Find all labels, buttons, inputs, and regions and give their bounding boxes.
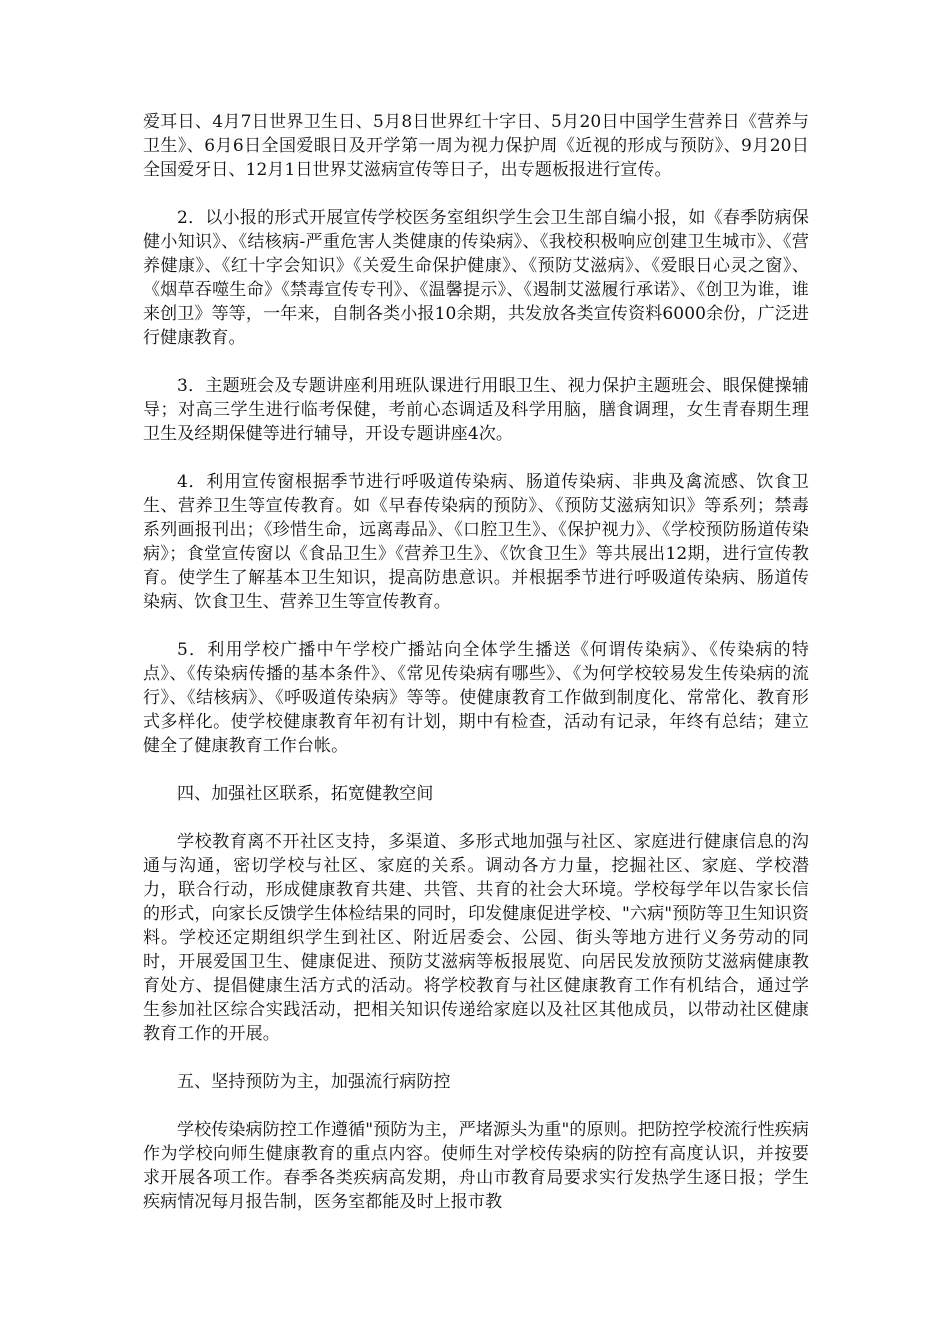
paragraph-observance-days: 爱耳日、4月7日世界卫生日、5月8日世界红十字日、5月20日中国学生营养日《营养与卫生》、6月6日全国爱眼日及开学第一周为视力保护周《近视的形成与预防》、9月20日全国爱牙日、12月1日世界艾滋病宣传等日子，出专题板报进行宣传。 (143, 112, 809, 180)
paragraph-prevention: 学校传染病防控工作遵循"预防为主，严堵源头为重"的原则。把防控学校流行性疾病作为学校向师生健康教育的重点内容。使师生对学校传染病的防控有高度认识，并按要求开展各项工作。春季各类疾病高发期，舟山市教育局要求实行发热学生逐日报；学生疾病情况每月报告制，医务室都能及时上报市教 (143, 1120, 809, 1212)
paragraph-newsletter: 2．以小报的形式开展宣传学校医务室组织学生会卫生部自编小报，如《春季防病保健小知识》、《结核病-严重危害人类健康的传染病》、《我校积极响应创建卫生城市》、《营养健康》、《红十字会知识》《关爱生命保护健康》、《预防艾滋病》、《爱眼日心灵之窗》、《烟草吞噬生命》《禁毒宣传专刊》、《温馨提示》、《遏制艾滋履行承诺》、《创卫为谁，谁来创卫》等等，一年来，自制各类小报10余期，共发放各类宣传资料6000余份，广泛进行健康教育。 (143, 208, 809, 348)
document-page (143, 110, 809, 1238)
paragraph-community: 学校教育离不开社区支持，多渠道、多形式地加强与社区、家庭进行健康信息的沟通与沟通，密切学校与社区、家庭的关系。调动各方力量，挖掘社区、家庭、学校潜力，联合行动，形成健康教育共建、共管、共育的社会大环境。学校每学年以告家长信的形式，向家长反馈学生体检结果的同时，印发健康促进学校、"六病"预防等卫生知识资料。学校还定期组织学生到社区、附近居委会、公园、街头等地方进行义务劳动的同时，开展爱国卫生、健康促进、预防艾滋病等板报展览、向居民发放预防艾滋病健康教育处方、提倡健康生活方式的活动。将学校教育与社区健康教育工作有机结合，通过学生参加社区综合实践活动，把相关知识传递给家庭以及社区其他成员，以带动社区健康教育工作的开展。 (143, 832, 809, 1044)
paragraph-publicity-window: 4．利用宣传窗根据季节进行呼吸道传染病、肠道传染病、非典及禽流感、饮食卫生、营养卫生等宣传教育。如《早春传染病的预防》、《预防艾滋病知识》等系列；禁毒系列画报刊出；《珍惜生命，远离毒品》、《口腔卫生》、《保护视力》、《学校预防肠道传染病》；食堂宣传窗以《食品卫生》《营养卫生》、《饮食卫生》等共展出12期，进行宣传教育。使学生了解基本卫生知识，提高防患意识。并根据季节进行呼吸道传染病、肠道传染病、饮食卫生、营养卫生等宣传教育。 (143, 472, 809, 612)
paragraph-class-meetings: 3．主题班会及专题讲座利用班队课进行用眼卫生、视力保护主题班会、眼保健操辅导；对高三学生进行临考保健，考前心态调适及科学用脑，膳食调理，女生青春期生理卫生及经期保健等进行辅导，开设专题讲座4次。 (143, 376, 809, 444)
paragraph-school-broadcast: 5．利用学校广播中午学校广播站向全体学生播送《何谓传染病》、《传染病的特点》、《传染病传播的基本条件》、《常见传染病有哪些》、《为何学校较易发生传染病的流行》、《结核病》、《呼吸道传染病》等等。使健康教育工作做到制度化、常常化、教育形式多样化。使学校健康教育年初有计划，期中有检查，活动有记录，年终有总结；建立健全了健康教育工作台帐。 (143, 640, 809, 756)
section-heading-prevention: 五、坚持预防为主，加强流行病防控 (177, 1072, 451, 1092)
section-heading-community: 四、加强社区联系，拓宽健教空间 (177, 784, 434, 804)
